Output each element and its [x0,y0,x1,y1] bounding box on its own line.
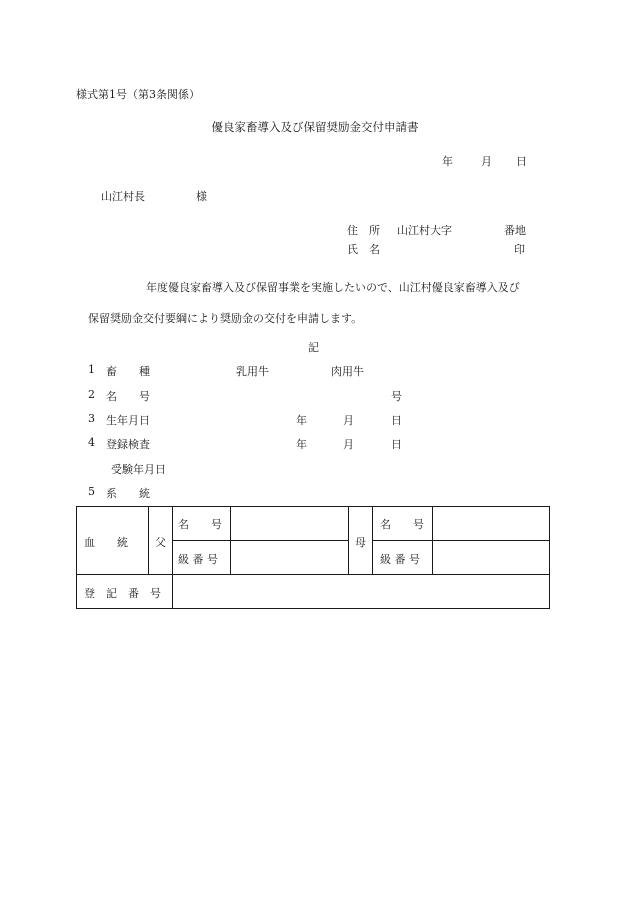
table-mother-divider [372,540,550,541]
father-label: 父 [155,536,166,549]
item4-month: 月 [343,438,354,451]
item1-number: 1 [88,363,95,376]
item3-month: 月 [343,414,354,427]
table-father-divider [172,540,348,541]
table-col-line-2 [172,506,173,609]
name-label: 氏 名 [347,243,380,256]
ki-heading: 記 [308,341,319,354]
item3-label: 生年月日 [106,414,150,427]
recipient-honorific: 様 [196,190,207,203]
item1-label: 畜 種 [106,365,150,378]
table-col-line-4 [348,506,349,574]
item1-option-beef: 肉用牛 [331,365,364,378]
seal-mark: 印 [514,243,525,256]
date-year: 年 [442,155,453,168]
father-name-label: 名 号 [178,518,222,531]
address-label: 住 所 [347,224,380,237]
item4-day: 日 [391,438,402,451]
item4-year: 年 [296,438,307,451]
body-text-line1: 年度優良家畜導入及び保留事業を実施したいので、山江村優良家畜導入及び [146,281,520,294]
table-col-line-3 [230,506,231,574]
item5-label: 系 統 [106,487,150,500]
item2-number: 2 [88,388,95,401]
lineage-table [76,506,550,609]
table-border-bottom [76,608,550,609]
item4-sublabel: 受験年月日 [111,463,166,476]
item1-option-dairy: 乳用牛 [236,365,269,378]
body-text-line2: 保留奨励金交付要綱により奨励金の交付を申請します。 [88,312,363,325]
registry-number-label: 登 記 番 号 [84,587,161,600]
item4-label: 登録検査 [106,438,150,451]
mother-name-label: 名 号 [380,518,424,531]
item3-year: 年 [296,414,307,427]
mother-grade-label: 級 番 号 [380,553,420,566]
item2-label: 名 号 [106,390,150,403]
address-suffix: 番地 [504,224,526,237]
mother-label: 母 [355,536,366,549]
item5-number: 5 [88,485,95,498]
item2-suffix: 号 [391,390,402,403]
table-row-divider [76,574,550,575]
item3-day: 日 [391,414,402,427]
date-day: 日 [516,155,527,168]
address-value: 山江村大字 [397,224,452,237]
table-col-line-6 [432,506,433,574]
document-title: 優良家畜導入及び保留奨励金交付申請書 [211,120,419,134]
table-border-left [76,506,77,609]
date-month: 月 [481,155,492,168]
table-col-line-5 [372,506,373,574]
father-grade-label: 級 番 号 [178,553,218,566]
table-border-right [549,506,550,609]
form-number: 様式第1号（第3条関係） [76,88,200,101]
item4-number: 4 [88,436,95,449]
lineage-label: 血 統 [84,536,128,549]
item3-number: 3 [88,412,95,425]
table-col-line-1 [148,506,149,574]
recipient-name: 山江村長 [101,190,145,203]
